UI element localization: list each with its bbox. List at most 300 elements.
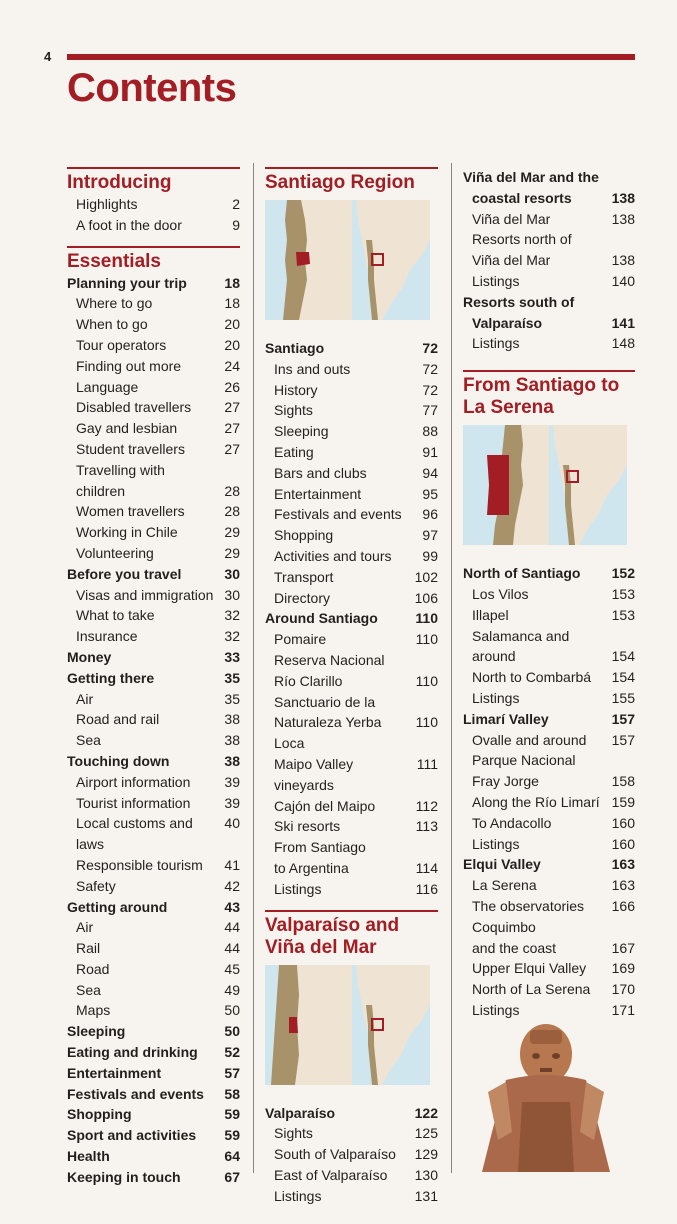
entry-list <box>265 338 438 900</box>
toc-entry-title: Santiago <box>265 340 325 356</box>
region-maps <box>463 425 635 545</box>
toc-entry-title: Valparaíso <box>472 314 543 331</box>
toc-entry-page: 44 <box>224 919 240 936</box>
toc-entry <box>67 897 240 918</box>
toc-entry-page: 110 <box>415 631 438 648</box>
toc-entry <box>67 1000 240 1021</box>
top-rule <box>67 54 635 60</box>
toc-entry-title: Reserva Nacional <box>274 651 385 668</box>
toc-entry-page: 158 <box>611 773 635 790</box>
toc-entry <box>265 650 438 671</box>
toc-entry-title: Viña del Mar <box>472 210 551 227</box>
toc-entry-title: Air <box>76 919 94 936</box>
toc-entry-title: to Argentina <box>274 859 349 876</box>
toc-entry-title: Getting around <box>67 898 168 915</box>
toc-entry-title: Shopping <box>274 527 334 544</box>
toc-entry <box>463 917 635 938</box>
toc-entry-page: 163 <box>611 877 635 894</box>
toc-entry-page: 52 <box>224 1044 240 1061</box>
toc-entry-page: 43 <box>224 898 240 915</box>
toc-entry <box>265 1144 438 1165</box>
toc-entry <box>463 313 635 334</box>
toc-entry <box>463 1000 635 1021</box>
toc-entry <box>67 813 240 855</box>
toc-entry-title: Elqui Valley <box>463 856 541 873</box>
toc-entry-page: 159 <box>611 793 635 810</box>
toc-entry <box>265 608 438 629</box>
toc-entry-title: Travelling with <box>76 461 165 478</box>
toc-entry-title: When to go <box>76 316 148 333</box>
entry-list <box>67 194 240 236</box>
toc-entry-title: Along the Río Limarí <box>472 793 600 810</box>
toc-entry <box>67 293 240 314</box>
toc-entry <box>67 439 240 460</box>
toc-entry <box>67 855 240 876</box>
toc-entry <box>67 1167 240 1188</box>
toc-entry-title: Sea <box>76 981 101 998</box>
toc-entry-page: 138 <box>611 252 635 269</box>
toc-entry-title: Tour operators <box>76 336 167 353</box>
entry-list <box>463 167 635 354</box>
toc-entry <box>463 875 635 896</box>
toc-entry-page: 157 <box>611 710 635 727</box>
toc-entry <box>67 917 240 938</box>
toc-entry-page: 110 <box>415 714 438 731</box>
toc-entry-title: Parque Nacional <box>472 752 576 769</box>
toc-entry-page: 113 <box>415 818 438 835</box>
toc-entry-page: 29 <box>224 544 240 561</box>
toc-entry-page: 99 <box>422 547 438 564</box>
toc-entry-title: Entertainment <box>67 1064 162 1081</box>
toc-entry-page: 50 <box>224 1023 240 1040</box>
toc-entry <box>67 418 240 439</box>
column-divider <box>253 163 254 1173</box>
toc-entry-page: 131 <box>414 1187 438 1204</box>
toc-entry-title: From Santiago <box>274 839 366 856</box>
toc-entry <box>67 501 240 522</box>
toc-entry-page: 97 <box>422 527 438 544</box>
toc-entry <box>67 194 240 215</box>
toc-entry <box>67 564 240 585</box>
toc-entry-page: 141 <box>611 314 635 331</box>
toc-entry-title: Planning your trip <box>67 274 187 291</box>
toc-entry <box>67 1021 240 1042</box>
entry-list <box>265 1103 438 1207</box>
toc-entry-page: 33 <box>224 648 240 665</box>
toc-entry-title: Student travellers <box>76 440 185 457</box>
region-maps <box>265 200 438 320</box>
toc-entry <box>463 229 635 250</box>
toc-entry-page: 125 <box>414 1125 438 1142</box>
toc-entry-page: 163 <box>611 856 635 873</box>
toc-entry <box>67 460 240 481</box>
toc-entry-title: North of Santiago <box>463 565 581 582</box>
toc-entry-title: A foot in the door <box>76 216 182 233</box>
toc-entry-page: 157 <box>611 731 635 748</box>
contents-column-3 <box>463 167 635 1021</box>
toc-entry-title: Working in Chile <box>76 524 178 541</box>
toc-entry-page: 57 <box>224 1064 240 1081</box>
toc-entry-page: 155 <box>611 689 635 706</box>
toc-entry-title: coastal resorts <box>472 189 572 206</box>
page-title: Contents <box>67 66 237 110</box>
toc-entry-title: Road <box>76 960 110 977</box>
toc-entry-title: Tourist information <box>76 794 191 811</box>
toc-entry-page: 9 <box>232 216 240 233</box>
toc-entry-title: Naturaleza Yerba Loca <box>274 714 382 752</box>
toc-entry-page: 94 <box>422 464 438 481</box>
toc-entry <box>67 730 240 751</box>
toc-entry-page: 20 <box>224 336 240 353</box>
toc-entry <box>463 730 635 751</box>
toc-entry <box>265 671 438 692</box>
toc-entry <box>463 188 635 209</box>
toc-entry-title: Maipo Valley vineyards <box>274 755 354 793</box>
toc-entry-title: Entertainment <box>274 485 362 502</box>
toc-entry-page: 59 <box>224 1106 240 1123</box>
toc-entry <box>463 709 635 730</box>
chile-region-map-icon <box>265 965 352 1085</box>
toc-entry <box>67 980 240 1001</box>
toc-entry-page: 102 <box>414 568 438 585</box>
toc-entry <box>265 858 438 879</box>
toc-entry-title: Directory <box>274 589 331 606</box>
toc-entry-title: Maps <box>76 1002 111 1019</box>
toc-entry-page: 18 <box>224 295 240 312</box>
toc-entry-page: 59 <box>224 1127 240 1144</box>
toc-entry-title: Listings <box>472 835 520 852</box>
toc-entry-page: 27 <box>224 399 240 416</box>
toc-entry-title: Festivals and events <box>274 506 402 523</box>
toc-entry-page: 38 <box>224 752 240 769</box>
toc-entry <box>463 605 635 626</box>
toc-entry-title: Touching down <box>67 752 170 769</box>
toc-entry-title: Rail <box>76 940 101 957</box>
toc-entry-title: Activities and tours <box>274 547 392 564</box>
toc-entry-page: 138 <box>611 210 635 227</box>
toc-entry-page: 32 <box>224 628 240 645</box>
toc-entry <box>463 750 635 771</box>
toc-entry-title: Local customs and laws <box>76 815 193 853</box>
toc-entry-page: 26 <box>224 378 240 395</box>
toc-entry-title: Transport <box>274 568 334 585</box>
toc-entry <box>265 588 438 609</box>
toc-entry-title: Airport information <box>76 773 191 790</box>
section-title: Essentials <box>67 250 161 272</box>
toc-entry <box>67 1084 240 1105</box>
toc-entry <box>463 271 635 292</box>
toc-entry-page: 39 <box>224 773 240 790</box>
toc-entry-page: 38 <box>224 711 240 728</box>
toc-entry <box>265 796 438 817</box>
toc-entry <box>67 215 240 236</box>
toc-entry-page: 111 <box>416 755 438 772</box>
toc-entry <box>463 854 635 875</box>
toc-entry-page: 30 <box>224 586 240 603</box>
section-introducing <box>67 167 240 236</box>
toc-entry <box>67 709 240 730</box>
toc-entry <box>463 834 635 855</box>
section-title: Santiago Region <box>265 172 415 193</box>
toc-entry-page: 29 <box>224 524 240 541</box>
toc-entry-page: 30 <box>224 565 240 582</box>
toc-entry-title: Eating and drinking <box>67 1044 198 1061</box>
toc-entry-title: Cajón del Maipo <box>274 797 376 814</box>
toc-entry <box>265 754 438 796</box>
section-title: From Santiago to La Serena <box>463 375 620 419</box>
toc-entry-title: To Andacollo <box>472 814 552 831</box>
toc-entry-title: Keeping in touch <box>67 1168 181 1185</box>
toc-entry-title: Safety <box>76 877 116 894</box>
toc-entry-page: 154 <box>611 669 635 686</box>
toc-entry-page: 170 <box>611 981 635 998</box>
toc-entry-title: Bars and clubs <box>274 464 367 481</box>
south-america-locator-map-icon <box>352 965 439 1085</box>
toc-entry-page: 72 <box>422 360 438 377</box>
toc-entry-title: Insurance <box>76 628 138 645</box>
toc-entry-title: Responsible tourism <box>76 856 203 873</box>
toc-entry <box>265 546 438 567</box>
toc-entry-title: Resorts south of <box>463 293 575 310</box>
toc-entry <box>463 979 635 1000</box>
entry-list <box>67 273 240 1188</box>
toc-entry-title: Los Vilos <box>472 585 529 602</box>
toc-entry <box>463 250 635 271</box>
toc-entry-page: 167 <box>611 939 635 956</box>
toc-entry-title: Sport and activities <box>67 1127 197 1144</box>
toc-entry-page: 129 <box>414 1146 438 1163</box>
toc-entry-page: 122 <box>414 1104 438 1121</box>
chile-region-map-icon <box>463 425 549 545</box>
toc-entry-title: around <box>472 648 516 665</box>
toc-entry <box>67 356 240 377</box>
toc-entry <box>67 481 240 502</box>
toc-entry-page: 38 <box>224 732 240 749</box>
toc-entry-title: Language <box>76 378 139 395</box>
toc-entry-title: Sanctuario de la <box>274 693 376 710</box>
toc-entry-title: Valparaíso <box>265 1104 336 1121</box>
toc-entry-title: What to take <box>76 607 155 624</box>
toc-entry-page: 20 <box>224 316 240 333</box>
toc-entry-page: 88 <box>422 423 438 440</box>
toc-entry <box>463 626 635 647</box>
toc-entry-page: 152 <box>611 565 635 582</box>
toc-entry-title: Ins and outs <box>274 360 351 377</box>
toc-entry-title: Sea <box>76 732 101 749</box>
column-divider <box>451 163 452 1173</box>
toc-entry <box>265 629 438 650</box>
toc-entry-page: 112 <box>415 797 438 814</box>
toc-entry-page: 91 <box>422 443 438 460</box>
toc-entry-title: children <box>76 482 126 499</box>
toc-entry-title: East of Valparaíso <box>274 1166 388 1183</box>
toc-entry-title: Eating <box>274 443 314 460</box>
toc-entry-page: 40 <box>224 815 240 832</box>
toc-entry-page: 28 <box>224 503 240 520</box>
toc-entry-page: 160 <box>611 835 635 852</box>
toc-entry-page: 28 <box>224 482 240 499</box>
toc-entry-title: Río Clarillo <box>274 672 343 689</box>
toc-entry-page: 154 <box>611 648 635 665</box>
toc-entry <box>265 359 438 380</box>
toc-entry <box>463 563 635 584</box>
toc-entry <box>265 692 438 713</box>
toc-entry <box>67 335 240 356</box>
toc-entry <box>265 380 438 401</box>
toc-entry <box>463 292 635 313</box>
toc-entry <box>463 813 635 834</box>
toc-entry-page: 50 <box>224 1002 240 1019</box>
toc-entry-title: Money <box>67 648 112 665</box>
toc-entry-title: Sights <box>274 402 313 419</box>
toc-entry-title: Women travellers <box>76 503 185 520</box>
toc-entry-title: Volunteering <box>76 544 154 561</box>
stone-carving-figure <box>478 1022 614 1172</box>
toc-entry <box>463 938 635 959</box>
toc-entry-page: 49 <box>224 981 240 998</box>
section-santiago-region <box>265 167 438 900</box>
toc-entry <box>463 209 635 230</box>
toc-entry-title: History <box>274 381 318 398</box>
section-valparaiso <box>265 910 438 1207</box>
toc-entry <box>265 525 438 546</box>
toc-entry-page: 96 <box>422 506 438 523</box>
toc-entry-title: Shopping <box>67 1106 132 1123</box>
toc-entry <box>265 421 438 442</box>
toc-entry-title: Finding out more <box>76 357 182 374</box>
toc-entry <box>67 377 240 398</box>
toc-entry-page: 153 <box>611 606 635 623</box>
toc-entry <box>265 1165 438 1186</box>
toc-entry <box>265 463 438 484</box>
toc-entry-title: Sights <box>274 1125 313 1142</box>
toc-entry-title: Getting there <box>67 669 155 686</box>
toc-entry <box>67 876 240 897</box>
toc-entry <box>67 668 240 689</box>
toc-entry-title: Listings <box>472 272 520 289</box>
toc-entry <box>463 333 635 354</box>
toc-entry <box>463 688 635 709</box>
toc-entry <box>265 879 438 900</box>
toc-entry <box>67 397 240 418</box>
toc-entry-title: The observatories <box>472 897 585 914</box>
toc-entry-page: 44 <box>224 940 240 957</box>
toc-entry <box>67 751 240 772</box>
toc-entry <box>265 1186 438 1207</box>
toc-entry-title: Fray Jorge <box>472 773 539 790</box>
toc-entry <box>463 667 635 688</box>
toc-entry-title: Pomaire <box>274 631 327 648</box>
toc-entry-title: Viña del Mar and the <box>463 169 599 185</box>
toc-entry-page: 114 <box>415 859 438 876</box>
chile-region-map-icon <box>265 200 352 320</box>
toc-entry-page: 41 <box>224 856 240 873</box>
contents-column-1 <box>67 167 240 1188</box>
toc-entry <box>463 958 635 979</box>
toc-entry-title: Salamanca and <box>472 627 570 644</box>
toc-entry-page: 35 <box>224 669 240 686</box>
toc-entry-title: North of La Serena <box>472 981 591 998</box>
toc-entry-title: South of Valparaíso <box>274 1146 396 1163</box>
region-maps <box>265 965 438 1085</box>
toc-entry-page: 18 <box>224 274 240 291</box>
toc-entry-page: 72 <box>422 381 438 398</box>
toc-entry-title: Listings <box>472 1001 520 1018</box>
toc-entry-page: 130 <box>414 1166 438 1183</box>
toc-entry <box>67 1063 240 1084</box>
toc-entry-page: 77 <box>422 402 438 419</box>
toc-entry <box>463 584 635 605</box>
toc-entry-title: Resorts north of <box>472 231 572 248</box>
toc-entry <box>67 626 240 647</box>
toc-entry <box>67 959 240 980</box>
toc-entry <box>463 771 635 792</box>
toc-entry <box>67 793 240 814</box>
toc-entry <box>67 1104 240 1125</box>
toc-entry <box>265 1103 438 1124</box>
toc-entry <box>463 792 635 813</box>
toc-entry-title: North to Combarbá <box>472 669 592 686</box>
toc-entry-page: 58 <box>224 1085 240 1102</box>
section-santiago-to-la-serena <box>463 370 635 1021</box>
toc-entry <box>265 442 438 463</box>
toc-entry-title: Ovalle and around <box>472 731 587 748</box>
toc-entry <box>67 938 240 959</box>
toc-entry <box>67 273 240 294</box>
toc-entry-title: Illapel <box>472 606 509 623</box>
toc-entry-page: 140 <box>611 272 635 289</box>
toc-entry <box>67 314 240 335</box>
toc-entry-page: 171 <box>611 1001 635 1018</box>
toc-entry-title: Around Santiago <box>265 610 378 627</box>
toc-entry-title: Coquimbo <box>472 918 536 935</box>
toc-entry-title: Where to go <box>76 295 153 312</box>
toc-entry <box>67 689 240 710</box>
toc-entry <box>463 646 635 667</box>
toc-entry-page: 110 <box>415 610 438 627</box>
toc-entry-title: Listings <box>472 335 520 352</box>
toc-entry-title: Limarí Valley <box>463 710 549 727</box>
toc-entry-page: 72 <box>422 340 438 356</box>
toc-entry-title: Sleeping <box>67 1023 126 1040</box>
south-america-locator-map-icon <box>549 425 635 545</box>
toc-entry-title: Highlights <box>76 196 138 212</box>
section-title: Valparaíso and Viña del Mar <box>265 914 400 958</box>
toc-entry <box>67 543 240 564</box>
toc-entry-title: Viña del Mar <box>472 252 551 269</box>
toc-entry <box>67 585 240 606</box>
toc-entry <box>265 712 438 754</box>
toc-entry-title: Gay and lesbian <box>76 420 178 437</box>
toc-entry-page: 106 <box>414 589 438 606</box>
toc-entry <box>265 504 438 525</box>
toc-entry <box>67 1146 240 1167</box>
toc-entry <box>67 1042 240 1063</box>
toc-entry-page: 24 <box>224 357 240 374</box>
toc-entry <box>67 1125 240 1146</box>
toc-entry-page: 169 <box>611 960 635 977</box>
toc-entry-page: 35 <box>224 690 240 707</box>
section-essentials <box>67 246 240 1188</box>
toc-entry-title: Sleeping <box>274 423 329 440</box>
toc-entry <box>265 567 438 588</box>
toc-entry-title: Before you travel <box>67 565 182 582</box>
toc-entry-page: 116 <box>415 880 438 897</box>
entry-list <box>463 563 635 1021</box>
toc-entry <box>265 400 438 421</box>
toc-entry-page: 42 <box>224 877 240 894</box>
toc-entry-title: Ski resorts <box>274 818 341 835</box>
